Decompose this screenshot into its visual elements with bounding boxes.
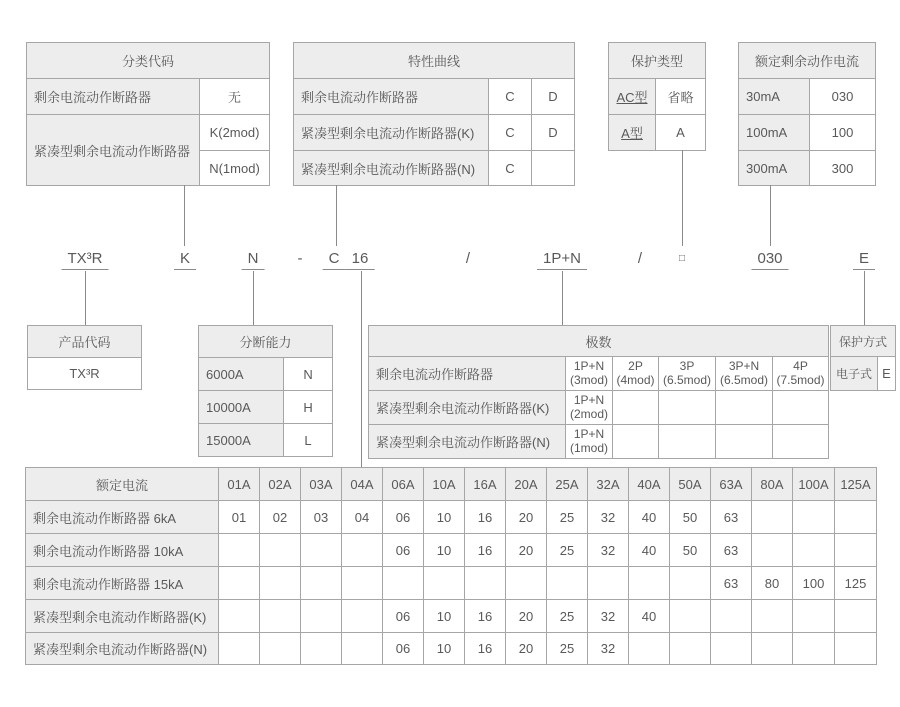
code-classification: K — [174, 250, 196, 270]
code-breaking-capacity: N — [242, 250, 265, 270]
breaking-capacity-label: 15000A — [199, 424, 284, 457]
rated-current-col-header: 100A — [793, 468, 835, 501]
rated-current-cell: 80 — [752, 567, 793, 600]
rated-current-cell — [670, 567, 711, 600]
rated-current-cell — [547, 567, 588, 600]
classification-row-value: 无 — [200, 79, 270, 115]
poles-cell — [613, 391, 659, 425]
rated-current-cell — [711, 600, 752, 633]
rated-current-cell — [835, 600, 877, 633]
classification-title: 分类代码 — [27, 43, 270, 79]
code-curve: C — [323, 250, 346, 270]
rated-current-cell: 20 — [506, 633, 547, 665]
poles-cell: 2P (4mod) — [613, 357, 659, 391]
rated-current-col-header: 10A — [424, 468, 465, 501]
rated-current-cell: 40 — [629, 534, 670, 567]
rated-current-col-header: 01A — [219, 468, 260, 501]
curve-value-cell: C — [489, 151, 532, 186]
code-product: TX³R — [62, 250, 109, 270]
rated-current-cell — [752, 534, 793, 567]
rated-current-cell — [629, 567, 670, 600]
connector-line — [682, 150, 683, 246]
protection-type-value: 省略 — [656, 79, 706, 115]
rated-current-cell: 03 — [301, 501, 342, 534]
rated-current-cell — [793, 501, 835, 534]
rated-current-cell: 16 — [465, 600, 506, 633]
rated-current-cell: 32 — [588, 633, 629, 665]
rated-current-cell — [260, 534, 301, 567]
rated-current-cell — [670, 600, 711, 633]
product-code-value: TX³R — [28, 358, 142, 390]
poles-cell — [773, 391, 829, 425]
rated-current-cell — [219, 600, 260, 633]
rated-current-cell — [260, 600, 301, 633]
curve-row-label: 紧凑型剩余电流动作断路器(K) — [294, 115, 489, 151]
connector-line — [562, 271, 563, 325]
rated-current-cell: 10 — [424, 501, 465, 534]
rated-current-cell: 02 — [260, 501, 301, 534]
rated-current-cell — [424, 567, 465, 600]
rated-current-cell: 63 — [711, 501, 752, 534]
rated-current-cell: 06 — [383, 501, 424, 534]
code-separator-dash: - — [297, 250, 303, 267]
rated-current-title: 额定电流 — [26, 468, 219, 501]
rated-current-cell — [752, 600, 793, 633]
poles-cell: 4P (7.5mod) — [773, 357, 829, 391]
curve-row-label: 紧凑型剩余电流动作断路器(N) — [294, 151, 489, 186]
poles-row-label: 紧凑型剩余电流动作断路器(N) — [369, 425, 566, 459]
rated-current-cell — [752, 501, 793, 534]
code-separator-slash-2: / — [637, 250, 643, 267]
rated-current-cell: 50 — [670, 501, 711, 534]
rated-current-cell — [835, 633, 877, 665]
rated-current-cell: 25 — [547, 501, 588, 534]
rated-current-cell — [793, 534, 835, 567]
rated-current-cell: 10 — [424, 600, 465, 633]
rated-current-cell: 10 — [424, 633, 465, 665]
classification-row-value: K(2mod) — [200, 115, 270, 151]
connector-line — [770, 185, 771, 246]
rated-current-row-label: 剩余电流动作断路器 15kA — [26, 567, 219, 600]
rated-current-cell: 06 — [383, 633, 424, 665]
rated-current-row-label: 剩余电流动作断路器 10kA — [26, 534, 219, 567]
rated-current-col-header: 02A — [260, 468, 301, 501]
connector-line — [85, 271, 86, 325]
curve-row-label: 剩余电流动作断路器 — [294, 79, 489, 115]
protection-method-table — [830, 325, 896, 391]
rated-current-cell: 32 — [588, 534, 629, 567]
rated-current-cell: 10 — [424, 534, 465, 567]
rated-current-cell — [342, 633, 383, 665]
rated-current-cell: 16 — [465, 633, 506, 665]
rated-current-cell — [260, 633, 301, 665]
poles-row-label: 紧凑型剩余电流动作断路器(K) — [369, 391, 566, 425]
rated-current-table — [25, 467, 877, 665]
rated-current-cell: 125 — [835, 567, 877, 600]
rated-current-cell: 40 — [629, 501, 670, 534]
rated-residual-value: 300 — [810, 151, 876, 186]
rated-current-cell: 20 — [506, 534, 547, 567]
rated-residual-value: 030 — [810, 79, 876, 115]
rated-current-cell: 63 — [711, 534, 752, 567]
protection-method-value: E — [878, 357, 896, 391]
rated-current-col-header: 20A — [506, 468, 547, 501]
connector-line — [336, 185, 337, 246]
rated-current-cell — [342, 534, 383, 567]
rated-current-col-header: 16A — [465, 468, 506, 501]
poles-cell: 1P+N (1mod) — [566, 425, 613, 459]
poles-cell: 3P (6.5mod) — [659, 357, 716, 391]
rated-current-col-header: 125A — [835, 468, 877, 501]
poles-title: 极数 — [369, 326, 829, 357]
rated-current-cell: 40 — [629, 600, 670, 633]
classification-code-table — [26, 42, 270, 186]
rated-current-cell — [301, 633, 342, 665]
curve-value-cell — [532, 151, 575, 186]
rated-current-cell — [670, 633, 711, 665]
rated-current-col-header: 80A — [752, 468, 793, 501]
rated-current-cell — [219, 567, 260, 600]
curve-value-cell: C — [489, 79, 532, 115]
rated-current-cell: 16 — [465, 534, 506, 567]
rated-current-col-header: 40A — [629, 468, 670, 501]
protection-type-label: A型 — [609, 115, 656, 151]
rated-residual-label: 100mA — [739, 115, 810, 151]
rated-residual-label: 300mA — [739, 151, 810, 186]
curve-value-cell: D — [532, 115, 575, 151]
curve-value-cell: C — [489, 115, 532, 151]
rated-current-col-header: 63A — [711, 468, 752, 501]
protection-method-label: 电子式 — [831, 357, 878, 391]
rated-current-cell — [752, 633, 793, 665]
rated-current-cell — [301, 567, 342, 600]
rated-current-cell: 06 — [383, 534, 424, 567]
protection-type-table — [608, 42, 706, 151]
rated-current-col-header: 04A — [342, 468, 383, 501]
rated-current-cell: 25 — [547, 534, 588, 567]
rated-current-col-header: 25A — [547, 468, 588, 501]
classification-row-label: 剩余电流动作断路器 — [27, 79, 200, 115]
rated-current-row-label: 剩余电流动作断路器 6kA — [26, 501, 219, 534]
rated-current-cell: 32 — [588, 600, 629, 633]
rated-current-cell — [260, 567, 301, 600]
rated-current-cell — [465, 567, 506, 600]
rated-current-cell — [588, 567, 629, 600]
rated-current-row-label: 紧凑型剩余电流动作断路器(N) — [26, 633, 219, 665]
rated-current-col-header: 32A — [588, 468, 629, 501]
characteristic-curve-table — [293, 42, 575, 186]
rated-current-cell: 25 — [547, 600, 588, 633]
rated-current-row-label: 紧凑型剩余电流动作断路器(K) — [26, 600, 219, 633]
rated-current-cell — [835, 501, 877, 534]
breaking-capacity-value: H — [284, 391, 333, 424]
connector-line — [184, 185, 185, 246]
rated-current-cell — [383, 567, 424, 600]
protection-method-title: 保护方式 — [831, 326, 896, 357]
curve-title: 特性曲线 — [294, 43, 575, 79]
code-rated-current: 16 — [346, 250, 375, 270]
poles-cell — [659, 391, 716, 425]
poles-cell: 3P+N (6.5mod) — [716, 357, 773, 391]
connector-line — [361, 271, 362, 467]
rated-current-cell: 20 — [506, 600, 547, 633]
breaking-capacity-label: 10000A — [199, 391, 284, 424]
poles-cell — [716, 391, 773, 425]
poles-cell — [773, 425, 829, 459]
rated-current-cell — [506, 567, 547, 600]
rated-current-cell: 16 — [465, 501, 506, 534]
code-separator-slash-1: / — [465, 250, 471, 267]
poles-cell — [716, 425, 773, 459]
rated-current-cell — [219, 534, 260, 567]
rated-current-cell: 04 — [342, 501, 383, 534]
rated-current-cell — [711, 633, 752, 665]
rated-current-cell: 25 — [547, 633, 588, 665]
rated-current-cell: 32 — [588, 501, 629, 534]
rated-current-col-header: 50A — [670, 468, 711, 501]
rated-current-cell: 100 — [793, 567, 835, 600]
classification-row-label: 紧凑型剩余电流动作断路器 — [27, 115, 200, 186]
rated-current-cell — [301, 534, 342, 567]
poles-table — [368, 325, 829, 459]
breaking-capacity-table — [198, 325, 333, 457]
breaking-capacity-title: 分断能力 — [199, 326, 333, 358]
breaking-capacity-value: L — [284, 424, 333, 457]
rated-current-cell — [301, 600, 342, 633]
poles-row-label: 剩余电流动作断路器 — [369, 357, 566, 391]
code-poles: 1P+N — [537, 250, 587, 270]
rated-current-col-header: 06A — [383, 468, 424, 501]
poles-cell: 1P+N (2mod) — [566, 391, 613, 425]
poles-cell — [659, 425, 716, 459]
rated-current-cell — [835, 534, 877, 567]
protection-type-value: A — [656, 115, 706, 151]
rated-current-cell: 50 — [670, 534, 711, 567]
protection-type-label: AC型 — [609, 79, 656, 115]
code-protection-type-placeholder-icon: □ — [678, 253, 686, 264]
rated-current-cell: 01 — [219, 501, 260, 534]
rated-current-cell — [629, 633, 670, 665]
product-code-table — [27, 325, 142, 390]
rated-current-cell: 20 — [506, 501, 547, 534]
rated-current-cell — [793, 633, 835, 665]
rated-current-cell — [793, 600, 835, 633]
breaking-capacity-value: N — [284, 358, 333, 391]
connector-line — [864, 271, 865, 325]
rated-residual-current-table — [738, 42, 876, 186]
classification-row-value: N(1mod) — [200, 151, 270, 186]
rated-current-cell: 06 — [383, 600, 424, 633]
product-code-title: 产品代码 — [28, 326, 142, 358]
poles-cell: 1P+N (3mod) — [566, 357, 613, 391]
breaking-capacity-label: 6000A — [199, 358, 284, 391]
rated-current-cell — [342, 600, 383, 633]
connector-line — [253, 271, 254, 325]
rated-residual-title: 额定剩余动作电流 — [739, 43, 876, 79]
code-residual-current: 030 — [751, 250, 788, 270]
rated-current-cell — [219, 633, 260, 665]
rated-residual-value: 100 — [810, 115, 876, 151]
rated-current-cell — [342, 567, 383, 600]
curve-value-cell: D — [532, 79, 575, 115]
rated-residual-label: 30mA — [739, 79, 810, 115]
protection-type-title: 保护类型 — [609, 43, 706, 79]
code-protection-method: E — [853, 250, 875, 270]
poles-cell — [613, 425, 659, 459]
rated-current-col-header: 03A — [301, 468, 342, 501]
rated-current-cell: 63 — [711, 567, 752, 600]
